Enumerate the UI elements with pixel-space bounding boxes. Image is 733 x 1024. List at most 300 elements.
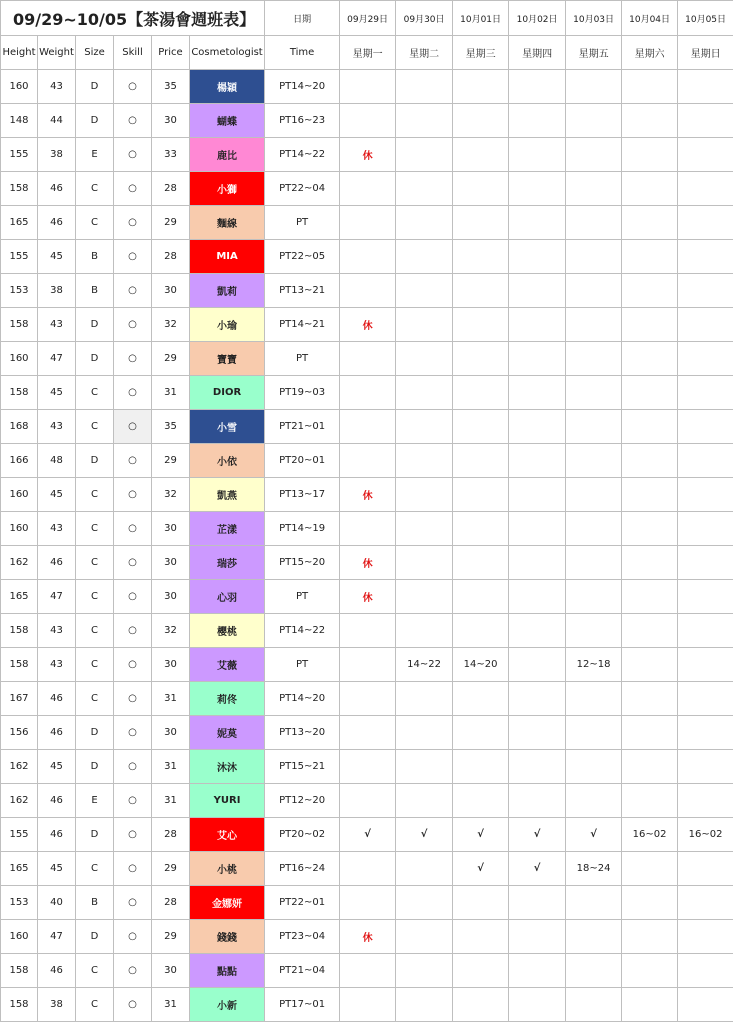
height-cell: 158 — [1, 954, 38, 988]
day-cell — [509, 274, 566, 308]
skill-cell: ○ — [114, 716, 152, 750]
day-cell — [453, 512, 509, 546]
size-cell: C — [76, 580, 114, 614]
skill-cell: ○ — [114, 648, 152, 682]
time-cell: PT14~22 — [265, 614, 340, 648]
price-cell: 29 — [152, 444, 190, 478]
day-cell — [566, 444, 622, 478]
price-cell: 33 — [152, 138, 190, 172]
day-cell — [340, 954, 396, 988]
skill-cell: ○ — [114, 852, 152, 886]
size-cell: E — [76, 784, 114, 818]
table-row — [1, 546, 733, 580]
cosmetologist-name: 瑞莎 — [190, 546, 265, 580]
day-cell — [622, 376, 678, 410]
table-row — [1, 852, 733, 886]
skill-cell: ○ — [114, 206, 152, 240]
skill-cell: ○ — [114, 546, 152, 580]
day-cell — [678, 546, 733, 580]
skill-cell: ○ — [114, 274, 152, 308]
day-cell — [678, 682, 733, 716]
price-cell: 30 — [152, 274, 190, 308]
column-header-weight: Weight — [38, 36, 76, 70]
day-cell — [622, 308, 678, 342]
day-cell — [678, 70, 733, 104]
day-cell — [566, 920, 622, 954]
day-cell — [396, 750, 453, 784]
cosmetologist-name: 小獅 — [190, 172, 265, 206]
skill-cell: ○ — [114, 172, 152, 206]
weight-cell: 40 — [38, 886, 76, 920]
day-cell — [453, 750, 509, 784]
day-cell: 14~22 — [396, 648, 453, 682]
size-cell: D — [76, 716, 114, 750]
day-cell — [622, 886, 678, 920]
day-cell — [622, 920, 678, 954]
price-cell: 30 — [152, 716, 190, 750]
day-cell — [453, 478, 509, 512]
cosmetologist-name: 金娜妍 — [190, 886, 265, 920]
day-cell: 18~24 — [566, 852, 622, 886]
weight-cell: 46 — [38, 546, 76, 580]
size-cell: D — [76, 920, 114, 954]
price-cell: 29 — [152, 920, 190, 954]
price-cell: 30 — [152, 954, 190, 988]
day-cell — [340, 444, 396, 478]
day-cell — [396, 138, 453, 172]
day-cell — [566, 206, 622, 240]
table-row — [1, 750, 733, 784]
day-cell — [622, 784, 678, 818]
cosmetologist-name: 小依 — [190, 444, 265, 478]
day-cell — [453, 410, 509, 444]
day-cell — [509, 784, 566, 818]
date-header: 10月05日 — [678, 1, 733, 36]
day-cell — [509, 682, 566, 716]
time-cell: PT — [265, 206, 340, 240]
price-cell: 28 — [152, 818, 190, 852]
height-cell: 160 — [1, 512, 38, 546]
table-row — [1, 274, 733, 308]
day-cell — [453, 376, 509, 410]
weight-cell: 47 — [38, 342, 76, 376]
day-cell — [678, 852, 733, 886]
cosmetologist-name: 點點 — [190, 954, 265, 988]
weekday-header: 星期三 — [453, 36, 509, 70]
height-cell: 162 — [1, 784, 38, 818]
day-cell — [622, 172, 678, 206]
cosmetologist-name: 心羽 — [190, 580, 265, 614]
column-header-time: Time — [265, 36, 340, 70]
cosmetologist-name: YURI — [190, 784, 265, 818]
time-cell: PT13~20 — [265, 716, 340, 750]
time-cell: PT14~20 — [265, 70, 340, 104]
day-cell — [622, 852, 678, 886]
table-row — [1, 614, 733, 648]
day-cell — [396, 614, 453, 648]
day-cell — [678, 376, 733, 410]
size-cell: C — [76, 512, 114, 546]
table-row — [1, 444, 733, 478]
day-cell — [509, 716, 566, 750]
size-cell: D — [76, 70, 114, 104]
table-row — [1, 818, 733, 852]
table-row — [1, 886, 733, 920]
weight-cell: 43 — [38, 512, 76, 546]
day-cell — [396, 954, 453, 988]
day-cell — [566, 750, 622, 784]
size-cell: C — [76, 410, 114, 444]
day-cell: 休 — [340, 546, 396, 580]
skill-cell: ○ — [114, 818, 152, 852]
time-cell: PT14~22 — [265, 138, 340, 172]
size-cell: C — [76, 206, 114, 240]
time-cell: PT13~17 — [265, 478, 340, 512]
day-cell — [453, 70, 509, 104]
day-cell — [622, 750, 678, 784]
price-cell: 30 — [152, 580, 190, 614]
day-cell: 休 — [340, 478, 396, 512]
day-cell — [340, 274, 396, 308]
weight-cell: 43 — [38, 70, 76, 104]
time-cell: PT15~21 — [265, 750, 340, 784]
day-cell — [566, 580, 622, 614]
skill-cell: ○ — [114, 988, 152, 1022]
day-cell — [340, 342, 396, 376]
day-cell — [566, 954, 622, 988]
day-cell — [396, 988, 453, 1022]
weight-cell: 45 — [38, 852, 76, 886]
table-row — [1, 104, 733, 138]
skill-cell: ○ — [114, 886, 152, 920]
day-cell — [622, 138, 678, 172]
column-header-skill: Skill — [114, 36, 152, 70]
table-row — [1, 580, 733, 614]
day-cell — [453, 342, 509, 376]
size-cell: D — [76, 444, 114, 478]
day-cell — [678, 784, 733, 818]
day-cell — [509, 70, 566, 104]
size-cell: C — [76, 546, 114, 580]
day-cell — [622, 240, 678, 274]
price-cell: 31 — [152, 784, 190, 818]
day-cell — [509, 920, 566, 954]
day-cell — [509, 138, 566, 172]
day-cell — [340, 716, 396, 750]
price-cell: 30 — [152, 104, 190, 138]
cosmetologist-name: 小雪 — [190, 410, 265, 444]
height-cell: 158 — [1, 308, 38, 342]
day-cell — [566, 274, 622, 308]
cosmetologist-name: MIA — [190, 240, 265, 274]
day-cell — [509, 614, 566, 648]
day-cell — [566, 478, 622, 512]
height-cell: 148 — [1, 104, 38, 138]
day-cell — [678, 274, 733, 308]
table-row — [1, 70, 733, 104]
height-cell: 165 — [1, 580, 38, 614]
time-cell: PT21~04 — [265, 954, 340, 988]
day-cell — [509, 546, 566, 580]
day-cell: √ — [509, 852, 566, 886]
weight-cell: 43 — [38, 410, 76, 444]
page-title: 09/29~10/05【茶湯會週班表】 — [1, 1, 265, 36]
day-cell — [622, 478, 678, 512]
time-cell: PT16~23 — [265, 104, 340, 138]
weight-cell: 46 — [38, 784, 76, 818]
day-cell — [396, 410, 453, 444]
day-cell — [396, 852, 453, 886]
height-cell: 158 — [1, 172, 38, 206]
day-cell — [566, 512, 622, 546]
day-cell — [566, 138, 622, 172]
day-cell — [396, 104, 453, 138]
weight-cell: 38 — [38, 274, 76, 308]
skill-cell: ○ — [114, 682, 152, 716]
day-cell — [453, 206, 509, 240]
height-cell: 160 — [1, 70, 38, 104]
day-cell — [453, 274, 509, 308]
table-row — [1, 478, 733, 512]
day-cell — [566, 104, 622, 138]
day-cell — [566, 172, 622, 206]
day-cell — [509, 308, 566, 342]
day-cell — [622, 580, 678, 614]
day-cell — [622, 716, 678, 750]
table-row — [1, 784, 733, 818]
day-cell — [340, 410, 396, 444]
skill-cell: ○ — [114, 138, 152, 172]
column-header-cosmetologist: Cosmetologist — [190, 36, 265, 70]
day-cell: 休 — [340, 138, 396, 172]
time-cell: PT21~01 — [265, 410, 340, 444]
table-row — [1, 988, 733, 1022]
skill-cell: ○ — [114, 444, 152, 478]
day-cell: √ — [453, 818, 509, 852]
day-cell — [340, 206, 396, 240]
price-cell: 35 — [152, 410, 190, 444]
cosmetologist-name: 蝴蝶 — [190, 104, 265, 138]
day-cell — [622, 614, 678, 648]
price-cell: 30 — [152, 648, 190, 682]
price-cell: 35 — [152, 70, 190, 104]
size-cell: C — [76, 478, 114, 512]
day-cell: √ — [509, 818, 566, 852]
weight-cell: 43 — [38, 614, 76, 648]
day-cell — [622, 410, 678, 444]
height-cell: 158 — [1, 988, 38, 1022]
weekday-header: 星期六 — [622, 36, 678, 70]
day-cell — [566, 240, 622, 274]
table-row — [1, 138, 733, 172]
day-cell — [678, 750, 733, 784]
day-cell — [622, 444, 678, 478]
day-cell — [340, 648, 396, 682]
size-cell: D — [76, 308, 114, 342]
day-cell — [566, 784, 622, 818]
weight-cell: 47 — [38, 580, 76, 614]
day-cell: √ — [396, 818, 453, 852]
height-cell: 155 — [1, 818, 38, 852]
height-cell: 166 — [1, 444, 38, 478]
time-cell: PT15~20 — [265, 546, 340, 580]
weight-cell: 45 — [38, 376, 76, 410]
day-cell — [622, 546, 678, 580]
cosmetologist-name: 鹿比 — [190, 138, 265, 172]
day-cell — [509, 648, 566, 682]
day-cell — [453, 580, 509, 614]
price-cell: 29 — [152, 206, 190, 240]
day-cell: √ — [340, 818, 396, 852]
time-cell: PT22~01 — [265, 886, 340, 920]
skill-cell: ○ — [114, 104, 152, 138]
size-cell: D — [76, 104, 114, 138]
day-cell — [453, 614, 509, 648]
time-cell: PT23~04 — [265, 920, 340, 954]
price-cell: 32 — [152, 308, 190, 342]
day-cell: 休 — [340, 308, 396, 342]
day-cell — [566, 546, 622, 580]
day-cell — [509, 580, 566, 614]
weekday-header: 星期四 — [509, 36, 566, 70]
day-cell — [509, 104, 566, 138]
day-cell — [509, 240, 566, 274]
day-cell — [340, 886, 396, 920]
cosmetologist-name: 凱莉 — [190, 274, 265, 308]
day-cell — [396, 206, 453, 240]
weight-cell: 38 — [38, 988, 76, 1022]
date-header: 10月02日 — [509, 1, 566, 36]
height-cell: 160 — [1, 342, 38, 376]
day-cell — [340, 240, 396, 274]
height-cell: 153 — [1, 886, 38, 920]
day-cell — [678, 104, 733, 138]
price-cell: 31 — [152, 750, 190, 784]
day-cell: √ — [566, 818, 622, 852]
time-cell: PT22~05 — [265, 240, 340, 274]
price-cell: 31 — [152, 682, 190, 716]
day-cell — [396, 342, 453, 376]
size-cell: C — [76, 682, 114, 716]
day-cell — [396, 308, 453, 342]
day-cell — [453, 172, 509, 206]
day-cell — [340, 376, 396, 410]
day-cell — [340, 784, 396, 818]
weight-cell: 44 — [38, 104, 76, 138]
height-cell: 158 — [1, 376, 38, 410]
cosmetologist-name: 小桃 — [190, 852, 265, 886]
date-header: 09月30日 — [396, 1, 453, 36]
column-header-height: Height — [1, 36, 38, 70]
cosmetologist-name: 寶寶 — [190, 342, 265, 376]
date-label: 日期 — [265, 1, 340, 36]
day-cell — [678, 648, 733, 682]
size-cell: D — [76, 818, 114, 852]
table-row — [1, 172, 733, 206]
day-cell — [396, 240, 453, 274]
day-cell — [678, 954, 733, 988]
table-row — [1, 716, 733, 750]
day-cell — [509, 376, 566, 410]
table-row — [1, 376, 733, 410]
weight-cell: 38 — [38, 138, 76, 172]
time-cell: PT19~03 — [265, 376, 340, 410]
date-header: 09月29日 — [340, 1, 396, 36]
day-cell — [509, 954, 566, 988]
day-cell — [622, 274, 678, 308]
day-cell — [396, 546, 453, 580]
size-cell: C — [76, 648, 114, 682]
day-cell — [453, 444, 509, 478]
day-cell: 休 — [340, 920, 396, 954]
date-header: 10月03日 — [566, 1, 622, 36]
day-cell — [566, 376, 622, 410]
day-cell — [509, 444, 566, 478]
day-cell — [678, 240, 733, 274]
day-cell — [453, 954, 509, 988]
height-cell: 167 — [1, 682, 38, 716]
day-cell — [622, 682, 678, 716]
day-cell — [340, 614, 396, 648]
weight-cell: 43 — [38, 308, 76, 342]
cosmetologist-name: DIOR — [190, 376, 265, 410]
cosmetologist-name: 櫻桃 — [190, 614, 265, 648]
cosmetologist-name: 沐沐 — [190, 750, 265, 784]
size-cell: D — [76, 750, 114, 784]
weight-cell: 45 — [38, 240, 76, 274]
time-cell: PT — [265, 580, 340, 614]
day-cell — [396, 376, 453, 410]
weight-cell: 46 — [38, 206, 76, 240]
day-cell — [509, 206, 566, 240]
day-cell — [396, 886, 453, 920]
time-cell: PT17~01 — [265, 988, 340, 1022]
date-header: 10月01日 — [453, 1, 509, 36]
price-cell: 29 — [152, 342, 190, 376]
day-cell — [509, 172, 566, 206]
cosmetologist-name: 莉佟 — [190, 682, 265, 716]
table-row — [1, 308, 733, 342]
day-cell — [396, 716, 453, 750]
day-cell — [340, 852, 396, 886]
price-cell: 28 — [152, 886, 190, 920]
time-cell: PT — [265, 648, 340, 682]
size-cell: B — [76, 240, 114, 274]
column-header-size: Size — [76, 36, 114, 70]
height-cell: 168 — [1, 410, 38, 444]
day-cell — [622, 70, 678, 104]
day-cell — [678, 886, 733, 920]
weight-cell: 45 — [38, 750, 76, 784]
day-cell — [509, 886, 566, 920]
time-cell: PT — [265, 342, 340, 376]
height-cell: 165 — [1, 206, 38, 240]
time-cell: PT13~21 — [265, 274, 340, 308]
cosmetologist-name: 楊穎 — [190, 70, 265, 104]
day-cell — [509, 478, 566, 512]
time-cell: PT16~24 — [265, 852, 340, 886]
size-cell: E — [76, 138, 114, 172]
weight-cell: 48 — [38, 444, 76, 478]
weekday-header: 星期一 — [340, 36, 396, 70]
day-cell — [622, 988, 678, 1022]
skill-cell: ○ — [114, 240, 152, 274]
day-cell — [453, 104, 509, 138]
day-cell — [453, 716, 509, 750]
cosmetologist-name: 艾薇 — [190, 648, 265, 682]
time-cell: PT14~19 — [265, 512, 340, 546]
day-cell — [396, 580, 453, 614]
